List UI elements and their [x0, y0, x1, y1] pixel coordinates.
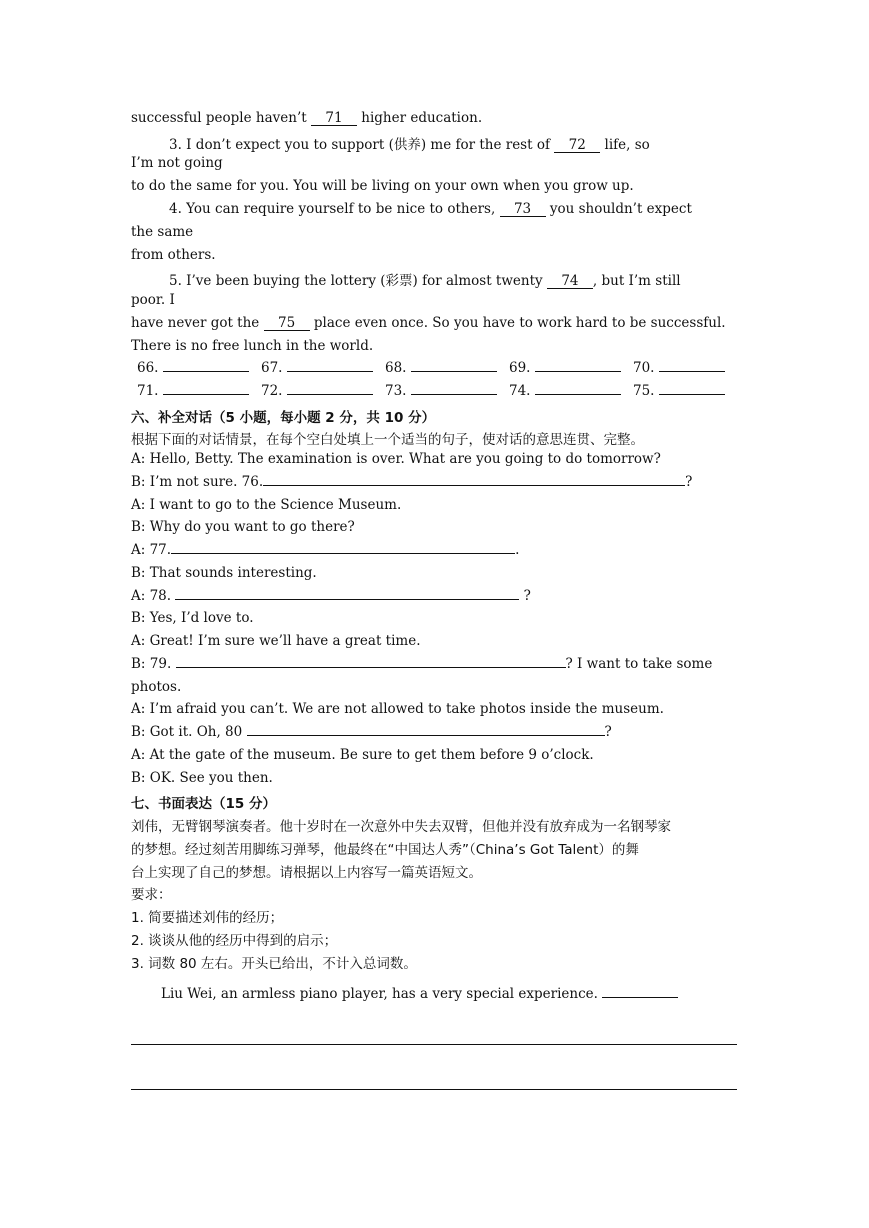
dialog-blank-79[interactable] — [176, 667, 566, 668]
dialog-line: A: I want to go to the Science Museum. — [131, 497, 402, 513]
prompt-line: 的梦想。经过刻苦用脚练习弹琴，他最终在“中国达人秀”（China’s Got Talent）的舞 — [131, 842, 639, 858]
passage-line-2: 3. I don’t expect you to support (供养) me for the rest of 72 life, so — [169, 137, 650, 153]
answer-blank[interactable] — [287, 371, 373, 372]
dialog-blank-78[interactable] — [175, 599, 519, 600]
answer-cell: 70. — [633, 360, 733, 376]
dialog-line: B: That sounds interesting. — [131, 565, 317, 581]
section-6-heading: 六、补全对话（5 小题，每小题 2 分，共 10 分） — [131, 410, 436, 426]
answer-cell: 73. — [385, 383, 509, 399]
dialog-line: B: OK. See you then. — [131, 770, 273, 786]
dialog-blank-80[interactable] — [247, 735, 605, 736]
answer-blank[interactable] — [163, 371, 249, 372]
answer-blank[interactable] — [163, 394, 249, 395]
dialog-line: A: Great! I’m sure we’ll have a great time. — [131, 633, 421, 649]
prompt-line: 刘伟，无臂钢琴演奏者。他十岁时在一次意外中失去双臂，但他并没有放弃成为一名钢琴家 — [131, 819, 671, 835]
blank-71: 71 — [311, 111, 357, 126]
dialog-blank-77[interactable] — [171, 553, 515, 554]
answer-blank[interactable] — [535, 394, 621, 395]
answer-blank[interactable] — [411, 394, 497, 395]
answer-row-1 — [137, 360, 733, 376]
dialog-line: A: At the gate of the museum. Be sure to get them before 9 o’clock. — [131, 747, 594, 763]
dialog-line: A: 78. ? — [131, 588, 531, 604]
answer-cell: 71. — [137, 383, 261, 399]
answer-cell: 74. — [509, 383, 633, 399]
requirement-item: 3. 词数 80 左右。开头已给出，不计入总词数。 — [131, 956, 417, 972]
passage-line-8: 5. I’ve been buying the lottery (彩票) for almost twenty 74 , but I’m still — [169, 273, 681, 289]
passage-line-6: the same — [131, 224, 194, 240]
dialog-line: B: I’m not sure. 76. ? — [131, 474, 693, 490]
answer-cell: 72. — [261, 383, 385, 399]
essay-starter: Liu Wei, an armless piano player, has a very special experience. — [161, 986, 678, 1002]
dialog-line: A: I’m afraid you can’t. We are not allowed to take photos inside the museum. — [131, 701, 664, 717]
passage-line-11: There is no free lunch in the world. — [131, 338, 374, 354]
dialog-line: B: Got it. Oh, 80 ? — [131, 724, 612, 740]
requirement-item: 2. 谈谈从他的经历中得到的启示； — [131, 933, 338, 949]
dialog-line: B: 79. ? I want to take some — [131, 656, 713, 672]
answer-blank[interactable] — [535, 371, 621, 372]
passage-line-5: 4. You can require yourself to be nice to others, 73 you shouldn’t expect — [169, 201, 692, 217]
answer-blank[interactable] — [287, 394, 373, 395]
writing-line[interactable] — [131, 1044, 737, 1045]
answer-blank[interactable] — [659, 371, 725, 372]
requirement-item: 1. 简要描述刘伟的经历； — [131, 910, 284, 926]
requirements-label: 要求： — [131, 887, 172, 903]
passage-line-3: I’m not going — [131, 155, 223, 171]
blank-74: 74 — [547, 274, 593, 289]
answer-cell: 75. — [633, 383, 733, 399]
passage-line-9: poor. I — [131, 292, 175, 308]
answer-cell: 67. — [261, 360, 385, 376]
blank-73: 73 — [500, 202, 546, 217]
blank-72: 72 — [554, 138, 600, 153]
essay-blank[interactable] — [602, 997, 678, 998]
passage-line-4: to do the same for you. You will be living on your own when you grow up. — [131, 178, 634, 194]
passage-line-10: have never got the 75 place even once. So you have to work hard to be successful. — [131, 315, 726, 331]
answer-blank[interactable] — [411, 371, 497, 372]
prompt-line: 台上实现了自己的梦想。请根据以上内容写一篇英语短文。 — [131, 865, 482, 881]
passage-line-1: successful people haven’t 71 higher education. — [131, 110, 483, 126]
passage-line-7: from others. — [131, 247, 216, 263]
answer-cell: 69. — [509, 360, 633, 376]
answer-cell: 66. — [137, 360, 261, 376]
answer-blank[interactable] — [659, 394, 725, 395]
section-7-heading: 七、书面表达（15 分） — [131, 796, 276, 812]
dialog-line: A: Hello, Betty. The examination is over. What are you going to do tomorrow? — [131, 451, 661, 467]
answer-row-2 — [137, 383, 733, 399]
dialog-blank-76[interactable] — [263, 485, 685, 486]
section-6-instruction: 根据下面的对话情景，在每个空白处填上一个适当的句子，使对话的意思连贯、完整。 — [131, 432, 644, 448]
dialog-line: photos. — [131, 679, 182, 695]
dialog-line: B: Yes, I’d love to. — [131, 610, 254, 626]
writing-line[interactable] — [131, 1089, 737, 1090]
dialog-line: A: 77. . — [131, 542, 520, 558]
dialog-line: B: Why do you want to go there? — [131, 519, 355, 535]
answer-cell: 68. — [385, 360, 509, 376]
blank-75: 75 — [264, 316, 310, 331]
